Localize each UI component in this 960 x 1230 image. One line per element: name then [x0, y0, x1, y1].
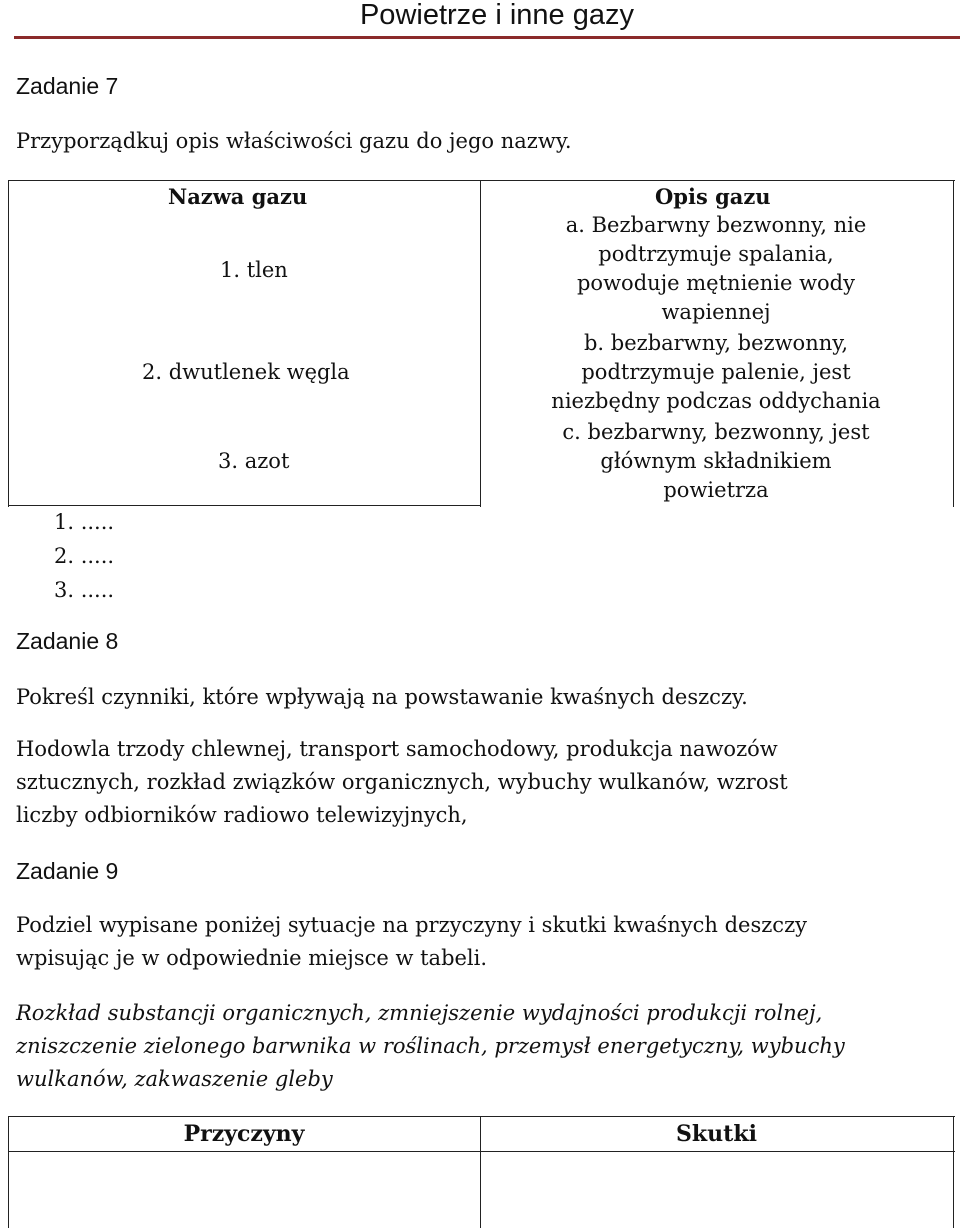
description-line: wapiennej [661, 300, 771, 324]
table-border-left [8, 180, 9, 507]
gas-name-item: 2. dwutlenek węgla [142, 360, 350, 384]
answer-blank-2[interactable]: 2. ..... [54, 544, 115, 568]
task7-instruction: Przyporządkuj opis właściwości gazu do jego nazwy. [16, 129, 572, 153]
task7-title: Zadanie 7 [16, 73, 119, 99]
column-header-effects: Skutki [676, 1121, 757, 1147]
causes-effects-table [8, 1116, 955, 1228]
table-header-divider [8, 1151, 955, 1152]
task8-title: Zadanie 8 [16, 628, 119, 654]
paragraph-line: wulkanów, zakwaszenie gleby [16, 1067, 333, 1091]
description-line: podtrzymuje palenie, jest [581, 360, 851, 384]
task9-items-paragraph [16, 997, 946, 1096]
table-column-divider [480, 180, 481, 507]
causes-input-cell[interactable] [10, 1153, 479, 1226]
gas-description-a [486, 211, 946, 327]
table-border-top [8, 1116, 955, 1117]
answer-blank-1[interactable]: 1. ..... [54, 510, 115, 534]
column-header-gas-name: Nazwa gazu [168, 184, 308, 209]
description-line: a. Bezbarwny bezwonny, nie [565, 213, 867, 237]
description-line: powoduje mętnienie wody [576, 271, 855, 295]
description-line: powietrza [663, 478, 769, 502]
task9-title: Zadanie 9 [16, 858, 119, 884]
gas-description-b [486, 329, 946, 416]
gas-description-c [486, 418, 946, 505]
table-border-top [8, 180, 955, 181]
task8-factors-paragraph [16, 733, 946, 832]
effects-input-cell[interactable] [482, 1153, 952, 1226]
paragraph-line: wpisując je w odpowiednie miejsce w tabeli. [16, 946, 488, 970]
paragraph-line: liczby odbiorników radiowo telewizyjnych, [16, 803, 468, 827]
paragraph-line: Hodowla trzody chlewnej, transport samochodowy, produkcja nawozów [16, 737, 778, 761]
table-border-right [953, 180, 954, 507]
paragraph-line: sztucznych, rozkład związków organicznych, wybuchy wulkanów, wzrost [16, 770, 788, 794]
description-line: podtrzymuje spalania, [598, 242, 834, 266]
paragraph-line: Podziel wypisane poniżej sytuacje na przyczyny i skutki kwaśnych deszczy [16, 913, 807, 937]
gas-name-item: 3. azot [218, 449, 290, 473]
description-line: b. bezbarwny, bezwonny, [583, 331, 848, 355]
gas-matching-table [8, 180, 955, 507]
column-header-gas-description: Opis gazu [655, 184, 771, 209]
column-header-causes: Przyczyny [183, 1121, 305, 1147]
answer-blank-3[interactable]: 3. ..... [54, 578, 115, 602]
table-border-right [953, 1116, 954, 1228]
paragraph-line: Rozkład substancji organicznych, zmniejszenie wydajności produkcji rolnej, [16, 1001, 823, 1025]
header-divider [14, 36, 960, 39]
description-line: niezbędny podczas oddychania [551, 389, 881, 413]
description-line: c. bezbarwny, bezwonny, jest [562, 420, 870, 444]
description-line: głównym składnikiem [600, 449, 832, 473]
page-title: Powietrze i inne gazy [359, 0, 634, 31]
task9-instruction [16, 909, 946, 975]
gas-name-item: 1. tlen [220, 258, 288, 282]
task8-instruction: Pokreśl czynniki, które wpływają na powstawanie kwaśnych deszczy. [16, 685, 748, 709]
paragraph-line: zniszczenie zielonego barwnika w roślinach, przemysł energetyczny, wybuchy [16, 1034, 845, 1058]
